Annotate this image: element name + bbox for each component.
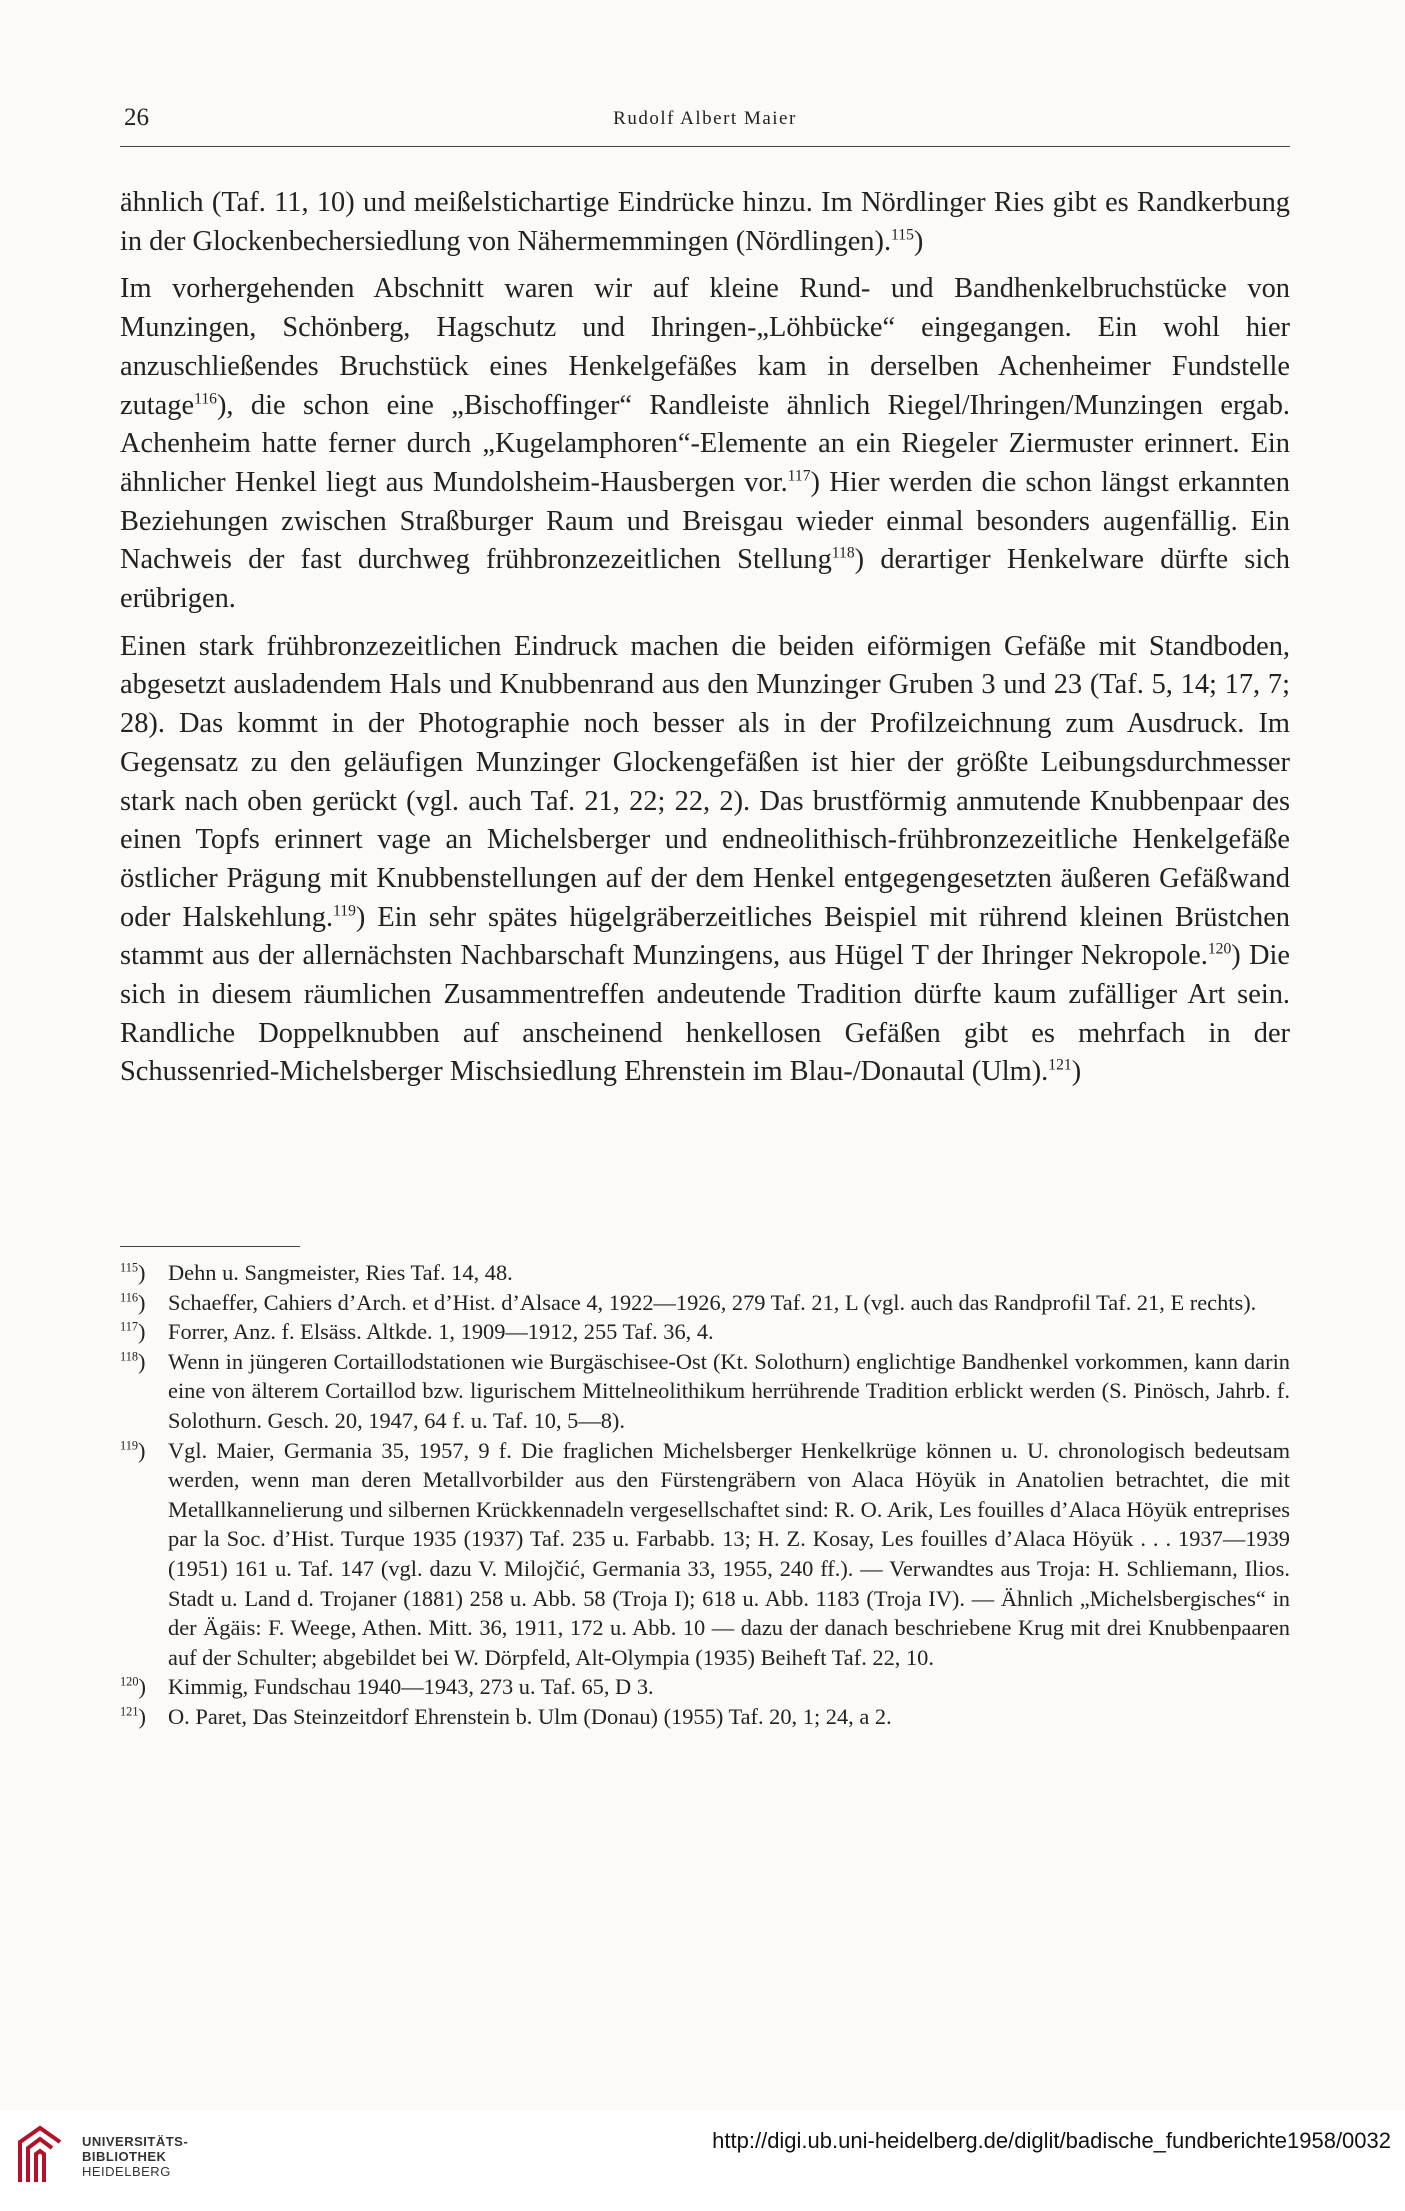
- footnote: [120, 1347, 1290, 1436]
- library-name: UNIVERSITÄTS- BIBLIOTHEK HEIDELBERG: [82, 2134, 189, 2179]
- footnote-marker: $^{115}$): [120, 1260, 146, 1285]
- footnote: [120, 1672, 1290, 1702]
- running-title: Rudolf Albert Maier: [613, 108, 797, 129]
- footnote-reference: 121: [1048, 1057, 1072, 1074]
- footnote: [120, 1436, 1290, 1673]
- footnote-reference: 118: [831, 544, 855, 562]
- footnote: [120, 1702, 1290, 1732]
- footnote-marker: $^{121}$): [120, 1703, 146, 1729]
- footnote-reference: 117: [787, 467, 811, 485]
- footnote-marker: $^{116}$): [120, 1289, 146, 1315]
- footnote-rule: [120, 1246, 300, 1247]
- body-text: [120, 184, 1290, 1101]
- footnote-text: Vgl. Maier, Germania 35, 1957, 9 f. Die fraglichen Michelsberger Henkelkrüge können u. U. chronologisch bedeutsam werden, wenn man deren Metallvorbilder aus den Fürstengräbern von Alaca Höyük in Anatolien betrachtet, die mit Metallkannelierung und silbernen Krückkennadeln vergesellschaftet sind: R. O. Arik, Les fouilles d’Alaca Höyük entreprises par la Soc. d’Hist. Turque 1935 (1937) Taf. 235 u. Farbabb. 13; H. Z. Kosay, Les fouilles d’Alaca Höyük . . . 1937—1939 (1951) 161 u. Taf. 147 (vgl. dazu V. Milojčić, Germania 33, 1955, 240 ff.). — Verwandtes aus Troja: H. Schliemann, Ilios. Stadt u. Land d. Trojaner (1881) 258 u. Abb. 58 (Troja I); 618 u. Abb. 1183 (Troja IV). — Ähnlich „Michelsbergisches“ in der Ägäis: F. Weege, Athen. Mitt. 36, 1911, 172 u. Abb. 10 — dazu der danach beschriebene Krug mit drei Knubbenpaaren auf der Schulter; abgebildet bei W. Dörpfeld, Alt-Olympia (1935) Beiheft Taf. 22, 10.: [168, 1437, 1290, 1670]
- digitization-footer: [0, 2110, 1405, 2211]
- heidelberg-library-logo-icon: [16, 2124, 64, 2188]
- paragraph: Einen stark frühbronzezeitlichen Eindruck machen die beiden eiförmigen Gefäße mit Standboden, abgesetzt ausladendem Hals und Knubbenrand aus den Munzinger Gruben 3 und 23 (Taf. 5, 14; 17, 7; 28). Das kommt in der Photographie noch besser als in der Profilzeichnung zum Ausdruck. Im Gegensatz zu den geläufigen Munzinger Glockengefäßen ist hier der größte Leibungsdurchmesser stark nach oben gerückt (vgl. auch Taf. 21, 22; 22, 2). Das brustförmig anmutende Knubbenpaar des einen Topfs erinnert vage an Michelsberger und endneolithisch-frühbronzezeitliche Henkelgefäße östlicher Prägung mit Knubbenstellungen auf der dem Henkel entgegengesetzten äußeren Gefäßwand oder Halskehlung.$^{119}$) Ein sehr spätes hügelgräberzeitliches Beispiel mit rührend kleinen Brüstchen stammt aus der allernächsten Nachbarschaft Munzingens, aus Hügel T der Ihringer Nekropole.$^{120}$) Die sich in diesem räumlichen Zusammentreffen andeutende Tradition dürfte kaum zufälliger Art sein. Randliche Doppelknubben auf anscheinend henkellosen Gefäßen gibt es mehrfach in der Schussenried-Michelsberger Mischsiedlung Ehrenstein im Blau-/Donautal (Ulm).$^{121}$): [120, 630, 1291, 1088]
- footnote-text: Forrer, Anz. f. Elsäss. Altkde. 1, 1909—1912, 255 Taf. 36, 4.: [168, 1319, 714, 1345]
- footnote-reference: 115: [891, 226, 914, 244]
- source-url-link[interactable]: http://digi.ub.uni-heidelberg.de/diglit/badische_fundberichte1958/0032: [712, 2128, 1391, 2153]
- footnote-text: Wenn in jüngeren Cortaillodstationen wie Burgäschisee-Ost (Kt. Solothurn) englichtige Bandhenkel vorkommen, kann darin eine von älterem Cortaillod bzw. ligurischem Mittelneolithikum herrührende Tradition erblickt werden (S. Pinösch, Jahrb. f. Solothurn. Gesch. 20, 1947, 64 f. u. Taf. 10, 5—8).: [168, 1348, 1290, 1433]
- footnote-reference: 119: [333, 902, 356, 920]
- footnote: [120, 1317, 1290, 1347]
- header-rule: [120, 146, 1290, 147]
- footnote: [120, 1258, 1290, 1288]
- footnote-text: Dehn u. Sangmeister, Ries Taf. 14, 48.: [168, 1260, 513, 1285]
- footnote: [120, 1288, 1290, 1318]
- footnote-marker: $^{117}$): [120, 1319, 146, 1345]
- footnote-reference: 116: [194, 390, 217, 408]
- footnote-reference: 120: [1207, 940, 1232, 958]
- paragraph: ähnlich (Taf. 11, 10) und meißelstichartige Eindrücke hinzu. Im Nördlinger Ries gibt es Randkerbung in der Glockenbechersiedlung von Nähermemmingen (Nördlingen).$^{115}$): [120, 187, 1290, 257]
- page-header: [120, 104, 1290, 144]
- footnote-text: Kimmig, Fundschau 1940—1943, 273 u. Taf. 65, D 3.: [168, 1674, 654, 1700]
- footnote-text: O. Paret, Das Steinzeitdorf Ehrenstein b. Ulm (Donau) (1955) Taf. 20, 1; 24, a 2.: [168, 1703, 892, 1729]
- paragraph: Im vorhergehenden Abschnitt waren wir auf kleine Rund- und Bandhenkelbruchstücke von Munzingen, Schönberg, Hagschutz und Ihringen-„Löhbücke“ eingegangen. Ein wohl hier anzuschließendes Bruchstück eines Henkelgefäßes kam in derselben Achenheimer Fundstelle zutage$^{116}$), die schon eine „Bischoffinger“ Randleiste ähnlich Riegel/Ihringen/Munzingen ergab. Achenheim hatte ferner durch „Kugelamphoren“-Elemente an ein Riegeler Ziermuster erinnert. Ein ähnlicher Henkel liegt aus Mundolsheim-Hausbergen vor.$^{117}$) Hier werden die schon längst erkannten Beziehungen zwischen Straßburger Raum und Breisgau wieder einmal besonders augenfällig. Ein Nachweis der fast durchweg frühbronzezeitlichen Stellung$^{118}$) derartiger Henkelware dürfte sich erübrigen.: [120, 273, 1291, 615]
- footnote-marker: $^{119}$): [120, 1437, 146, 1463]
- footnote-marker: $^{120}$): [120, 1674, 146, 1700]
- page-number: 26: [124, 104, 149, 131]
- footnotes: [120, 1258, 1290, 1732]
- footnote-marker: $^{118}$): [120, 1348, 146, 1374]
- footnote-text: Schaeffer, Cahiers d’Arch. et d’Hist. d’Alsace 4, 1922—1926, 279 Taf. 21, L (vgl. auch das Randprofil Taf. 21, E rechts).: [168, 1289, 1257, 1315]
